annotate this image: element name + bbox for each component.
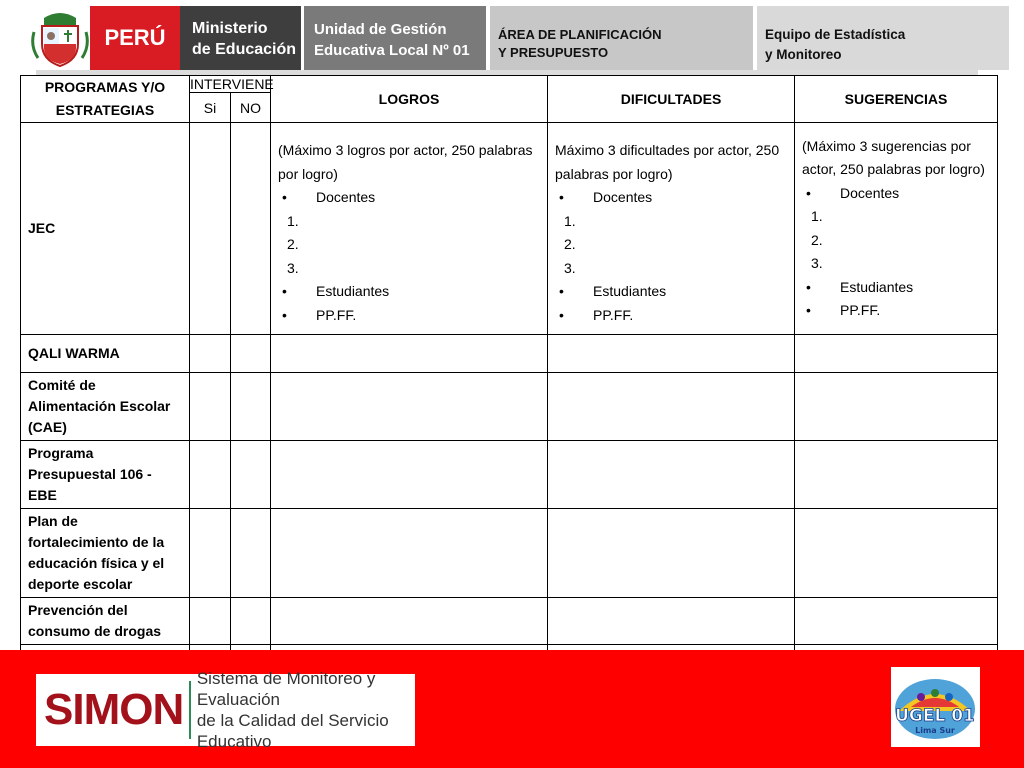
logros-docentes: • Docentes — [278, 186, 540, 210]
si-cell[interactable] — [190, 335, 231, 373]
logros-cell[interactable] — [271, 598, 548, 645]
dificultades-ppff: • PP.FF. — [555, 304, 787, 328]
ugel-logo-sub: Lima Sur — [915, 726, 955, 735]
no-cell[interactable] — [231, 441, 271, 509]
no-cell[interactable] — [231, 598, 271, 645]
logros-header: LOGROS — [271, 76, 548, 123]
row-label-educacion-fisica: Plan de fortalecimiento de la educación física y el deporte escolar — [21, 509, 190, 598]
logros-estudiantes: • Estudiantes — [278, 280, 540, 304]
simon-desc-line1: Sistema de Monitoreo y Evaluación — [196, 669, 376, 709]
simon-desc-line2: de la Calidad del Servicio Educativo — [196, 711, 389, 751]
logros-cell[interactable] — [271, 509, 548, 598]
sugerencias-item-3: 3. — [811, 255, 823, 271]
ministerio-label — [180, 6, 301, 70]
peru-label: PERÚ — [90, 6, 180, 70]
si-cell[interactable] — [190, 441, 231, 509]
area-line2: Y PRESUPUESTO — [498, 45, 609, 60]
programas-header — [21, 76, 190, 123]
footer-bar — [0, 650, 1024, 768]
simon-description — [197, 668, 415, 752]
sugerencias-cell[interactable] — [795, 598, 998, 645]
sugerencias-ppff: • PP.FF. — [802, 299, 990, 323]
row-label-prevencion-drogas: Prevención del consumo de drogas — [21, 598, 190, 645]
sugerencias-intro: (Máximo 3 sugerencias por actor, 250 palabras por logro) — [802, 137, 985, 177]
no-cell[interactable] — [231, 373, 271, 441]
si-cell[interactable] — [190, 509, 231, 598]
ugel-line1: Unidad de Gestión — [314, 21, 447, 38]
sugerencias-item-1: 1. — [811, 208, 823, 224]
dificultades-estudiantes: • Estudiantes — [555, 280, 787, 304]
no-cell[interactable] — [231, 509, 271, 598]
simon-wordmark: SIMON — [44, 685, 184, 734]
logros-cell[interactable] — [271, 373, 548, 441]
dificultades-item-3: 3. — [564, 259, 576, 276]
logros-cell-jec[interactable] — [271, 123, 548, 335]
sugerencias-header: SUGERENCIAS — [795, 76, 998, 123]
logros-item-3: 3. — [287, 259, 299, 276]
dificultades-cell[interactable] — [548, 509, 795, 598]
sugerencias-estudiantes: • Estudiantes — [802, 276, 990, 300]
logros-item-2: 2. — [287, 236, 299, 252]
sugerencias-cell-jec[interactable] — [795, 123, 998, 335]
equipo-line2: y Monitoreo — [765, 47, 842, 62]
si-cell-jec[interactable] — [190, 123, 231, 335]
dificultades-intro: Máximo 3 dificultades por actor, 250 palabras por logro) — [555, 142, 780, 182]
area-label — [490, 6, 753, 70]
intervene-header: INTERVIENE — [190, 76, 274, 92]
equipo-line1: Equipo de Estadística — [765, 27, 906, 42]
dificultades-cell[interactable] — [548, 441, 795, 509]
dificultades-cell-jec[interactable] — [548, 123, 795, 335]
dificultades-cell[interactable] — [548, 373, 795, 441]
no-cell-jec[interactable] — [231, 123, 271, 335]
sugerencias-cell[interactable] — [795, 441, 998, 509]
programas-header-line2: ESTRATEGIAS — [55, 102, 155, 118]
logros-ppff: • PP.FF. — [278, 304, 540, 328]
area-line1: ÁREA DE PLANIFICACIÓN — [498, 27, 662, 42]
simon-logo — [36, 669, 415, 751]
dificultades-item-2: 2. — [564, 236, 576, 252]
si-cell[interactable] — [190, 598, 231, 645]
sugerencias-item-2: 2. — [811, 231, 823, 248]
ministerio-line2: de Educación — [192, 41, 297, 58]
ugel-line2: Educativa Local Nº 01 — [314, 42, 470, 59]
header-bar — [30, 6, 980, 70]
sugerencias-cell[interactable] — [795, 373, 998, 441]
simon-divider — [189, 681, 191, 739]
ministerio-line1: Ministerio — [192, 20, 268, 37]
row-label-pp106: Programa Presupuestal 106 - EBE — [21, 441, 190, 509]
dificultades-item-1: 1. — [564, 212, 576, 229]
ugel-logo-icon — [891, 667, 980, 747]
programas-header-line1: PROGRAMAS Y/O — [44, 79, 166, 95]
dificultades-header: DIFICULTADES — [548, 76, 795, 123]
coat-of-arms-icon — [30, 6, 90, 70]
row-label-jec: JEC — [21, 123, 190, 335]
logros-intro: (Máximo 3 logros por actor, 250 palabras por logro) — [278, 142, 533, 182]
sugerencias-docentes: • Docentes — [802, 182, 990, 206]
row-label-cae: Comité de Alimentación Escolar (CAE) — [21, 373, 190, 441]
dificultades-cell[interactable] — [548, 598, 795, 645]
row-label-qali-warma: QALI WARMA — [21, 335, 190, 373]
ugel-label — [304, 6, 486, 70]
sugerencias-cell[interactable] — [795, 335, 998, 373]
equipo-label — [757, 6, 1009, 70]
no-header: NO — [231, 93, 271, 123]
dificultades-cell[interactable] — [548, 335, 795, 373]
ugel-logo — [891, 667, 980, 747]
si-header: Si — [190, 93, 231, 123]
logros-cell[interactable] — [271, 441, 548, 509]
logros-cell[interactable] — [271, 335, 548, 373]
evaluation-table — [20, 75, 998, 691]
sugerencias-cell[interactable] — [795, 509, 998, 598]
dificultades-docentes: • Docentes — [555, 186, 787, 210]
ugel-logo-text: UGEL 01 — [895, 706, 975, 726]
si-cell[interactable] — [190, 373, 231, 441]
logros-item-1: 1. — [287, 212, 299, 229]
no-cell[interactable] — [231, 335, 271, 373]
